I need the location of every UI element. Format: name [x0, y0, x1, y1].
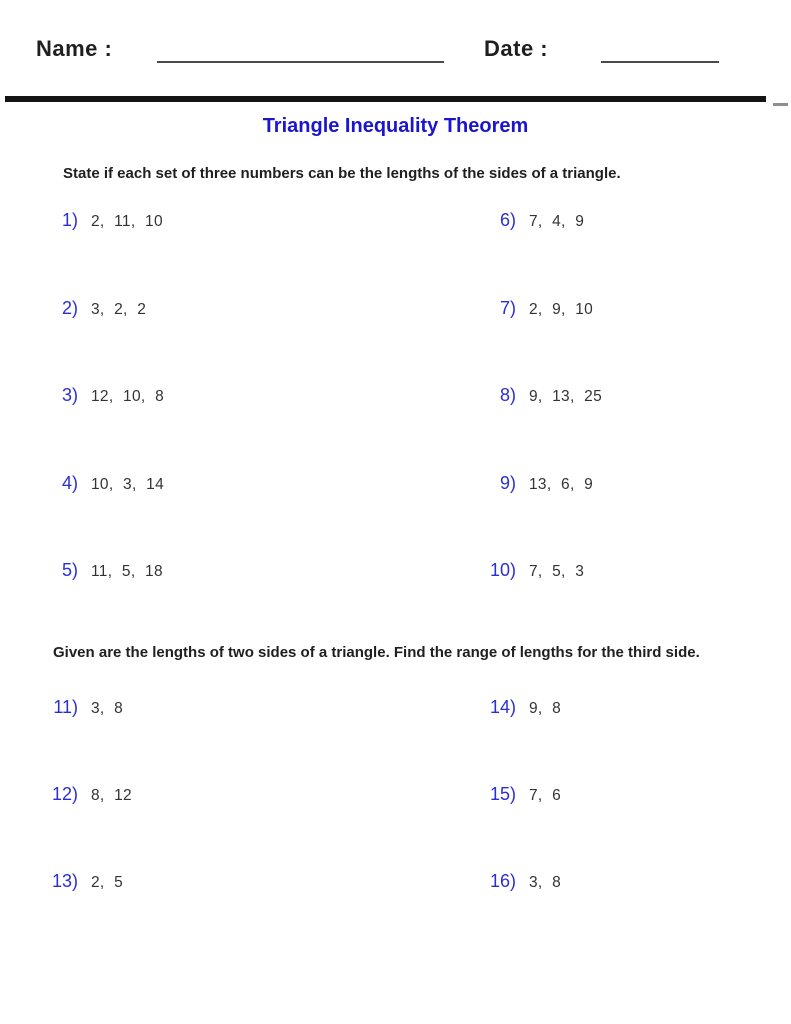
problem-values: 12, 10, 8 — [91, 388, 165, 405]
problem-number: 15) — [489, 784, 516, 804]
problem-number: 4) — [61, 473, 78, 493]
problem-number: 8) — [499, 385, 516, 405]
section2-instruction: Given are the lengths of two sides of a triangle. Find the range of lengths for the third side. — [53, 644, 700, 661]
name-label: Name : — [36, 36, 113, 61]
problem-values: 9, 8 — [529, 700, 562, 717]
problem-values: 11, 5, 18 — [91, 563, 163, 580]
header-divider-double-rule — [5, 96, 766, 102]
problem-4 — [40, 473, 164, 494]
problem-values: 2, 5 — [91, 874, 124, 891]
problem-10 — [478, 560, 584, 581]
problem-5 — [40, 560, 163, 581]
problem-7 — [478, 298, 593, 319]
problem-values: 2, 9, 10 — [529, 301, 594, 318]
problem-values: 3, 2, 2 — [91, 301, 147, 318]
problem-number: 12) — [51, 784, 78, 804]
problem-2 — [40, 298, 146, 319]
problem-values: 3, 8 — [91, 700, 124, 717]
problem-1 — [40, 210, 163, 231]
problem-15 — [478, 784, 561, 805]
problem-number: 5) — [61, 560, 78, 580]
date-blank-line — [601, 61, 719, 63]
problem-values: 7, 4, 9 — [529, 213, 585, 230]
problem-values: 8, 12 — [91, 787, 132, 804]
problem-16 — [478, 871, 561, 892]
page-title: Triangle Inequality Theorem — [262, 115, 529, 137]
problem-values: 2, 11, 10 — [91, 213, 163, 230]
problem-12 — [40, 784, 132, 805]
problem-11 — [40, 697, 123, 718]
problem-number: 1) — [61, 210, 78, 230]
problem-values: 10, 3, 14 — [91, 476, 165, 493]
problem-number: 13) — [51, 871, 78, 891]
problem-number: 10) — [489, 560, 516, 580]
problem-number: 2) — [61, 298, 78, 318]
problem-values: 13, 6, 9 — [529, 476, 594, 493]
problem-8 — [478, 385, 602, 406]
problem-number: 16) — [489, 871, 516, 891]
problem-values: 3, 8 — [529, 874, 562, 891]
problem-values: 9, 13, 25 — [529, 388, 603, 405]
date-label: Date : — [484, 36, 549, 61]
problem-13 — [40, 871, 123, 892]
problem-number: 6) — [499, 210, 516, 230]
problem-number: 3) — [61, 385, 78, 405]
problem-9 — [478, 473, 593, 494]
problem-number: 9) — [499, 473, 516, 493]
divider-end-dash — [773, 103, 788, 106]
problem-6 — [478, 210, 584, 231]
problem-values: 7, 6 — [529, 787, 562, 804]
section1-instruction: State if each set of three numbers can be the lengths of the sides of a triangle. — [63, 165, 621, 182]
problem-values: 7, 5, 3 — [529, 563, 585, 580]
problem-number: 7) — [499, 298, 516, 318]
problem-number: 14) — [489, 697, 516, 717]
name-blank-line — [157, 61, 444, 63]
problem-number: 11) — [53, 697, 78, 717]
problem-3 — [40, 385, 164, 406]
problem-14 — [478, 697, 561, 718]
